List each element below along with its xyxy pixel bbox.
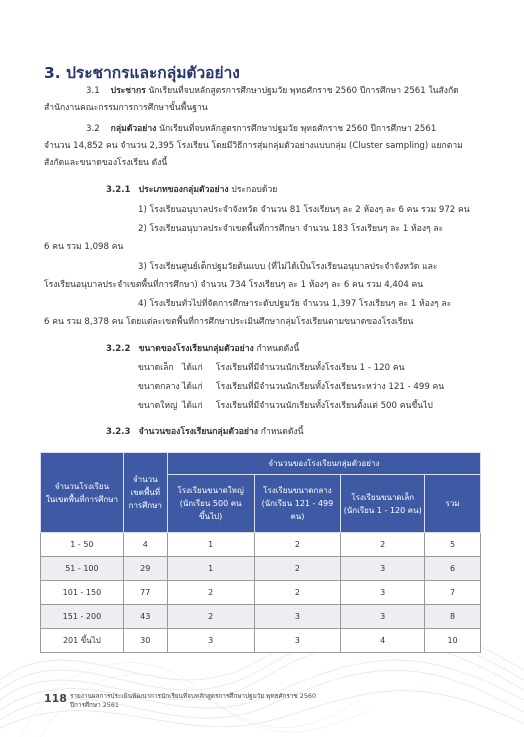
cell-total: 6 xyxy=(425,557,481,581)
cell-count: 29 xyxy=(123,557,167,581)
cell-small: 3 xyxy=(341,605,425,629)
paragraph-3-2 xyxy=(86,124,436,135)
footer-title: รายงานผลการประเมินพัฒนาการนักเรียนที่จบหลักสูตรการศึกษาปฐมวัย พุทธศักราช 2560 xyxy=(70,692,317,700)
cell-large: 2 xyxy=(167,605,254,629)
header-school-range: จำนวนโรงเรียน ในเขตพื้นที่การศึกษา xyxy=(41,453,124,533)
table-row xyxy=(41,581,481,605)
list-item-continued: 6 คน รวม 1,098 คน xyxy=(44,242,124,252)
subsection-title: จำนวนของโรงเรียนกลุ่มตัวอย่าง xyxy=(138,427,258,437)
subsection-3-2-3 xyxy=(106,427,304,438)
term-label: กลุ่มตัวอย่าง xyxy=(110,124,157,134)
cell-medium: 3 xyxy=(254,629,341,653)
size-verb: ได้แก่ xyxy=(182,401,203,411)
cell-total: 7 xyxy=(425,581,481,605)
header-large-school: โรงเรียนขนาดใหญ่ (นักเรียน 500 คน ขึ้นไป) xyxy=(167,475,254,533)
subsection-rest: กำหนดดังนี้ xyxy=(260,427,304,437)
sample-schools-table xyxy=(40,452,481,653)
cell-total: 10 xyxy=(425,629,481,653)
cell-medium: 3 xyxy=(254,605,341,629)
cell-total: 5 xyxy=(425,533,481,557)
subsection-3-2-2 xyxy=(106,344,299,355)
paragraph-text: สังกัดและขนาดของโรงเรียน ดังนี้ xyxy=(44,158,168,168)
size-definition xyxy=(138,382,444,393)
cell-count: 77 xyxy=(123,581,167,605)
header-sample-group: จำนวนของโรงเรียนกลุ่มตัวอย่าง xyxy=(167,453,480,475)
cell-medium: 2 xyxy=(254,533,341,557)
list-item: 4) โรงเรียนทั่วไปที่จัดการศึกษาระดับปฐมวัย จำนวน 1,397 โรงเรียนๆ ละ 1 ห้องๆ ละ xyxy=(138,299,452,309)
table-row xyxy=(41,605,481,629)
table-row xyxy=(41,629,481,653)
cell-large: 1 xyxy=(167,533,254,557)
cell-medium: 2 xyxy=(254,581,341,605)
size-desc: โรงเรียนที่มีจำนวนนักเรียนทั้งโรงเรียนตั้งแต่ 500 คนขึ้นไป xyxy=(216,401,433,411)
header-small-school: โรงเรียนขนาดเล็ก (นักเรียน 1 - 120 คน) xyxy=(341,475,425,533)
cell-small: 2 xyxy=(341,533,425,557)
subsection-rest: ประกอบด้วย xyxy=(231,185,278,195)
table-row xyxy=(41,557,481,581)
section-number: 3.1 xyxy=(86,86,100,96)
size-name: ขนาดกลาง xyxy=(138,382,180,392)
subsection-number: 3.2.3 xyxy=(106,427,131,437)
cell-small: 3 xyxy=(341,581,425,605)
term-label: ประชากร xyxy=(110,86,146,96)
cell-small: 3 xyxy=(341,557,425,581)
paragraph-text: สำนักงานคณะกรรมการการศึกษาขั้นพื้นฐาน xyxy=(44,103,208,113)
list-item: 1) โรงเรียนอนุบาลประจำจังหวัด จำนวน 81 โรงเรียนๆ ละ 2 ห้องๆ ละ 6 คน รวม 972 คน xyxy=(138,205,470,215)
cell-large: 2 xyxy=(167,581,254,605)
cell-total: 8 xyxy=(425,605,481,629)
cell-range: 1 - 50 xyxy=(41,533,124,557)
page-number: 118 xyxy=(44,692,67,705)
paragraph-text: จำนวน 14,852 คน จำนวน 2,395 โรงเรียน โดยมีวิธีการสุ่มกลุ่มตัวอย่างแบบกลุ่ม (Cluster sampling) แยกตาม xyxy=(44,141,463,151)
size-desc: โรงเรียนที่มีจำนวนนักเรียนทั้งโรงเรียนระหว่าง 121 - 499 คน xyxy=(216,382,445,392)
size-verb: ได้แก่ xyxy=(182,382,203,392)
cell-small: 4 xyxy=(341,629,425,653)
table-row xyxy=(41,533,481,557)
header-area-count: จำนวน เขตพื้นที่ การศึกษา xyxy=(123,453,167,533)
size-definition xyxy=(138,401,433,412)
list-item: 3) โรงเรียนศูนย์เด็กปฐมวัยต้นแบบ (ที่ไม่ได้เป็นโรงเรียนอนุบาลประจำจังหวัด และ xyxy=(138,262,438,272)
size-name: ขนาดใหญ่ xyxy=(138,401,178,411)
cell-range: 201 ขึ้นไป xyxy=(41,629,124,653)
subsection-3-2-1 xyxy=(106,185,277,196)
paragraph-text: นักเรียนที่จบหลักสูตรการศึกษาปฐมวัย พุทธศักราช 2560 ปีการศึกษา 2561 xyxy=(159,124,437,134)
cell-range: 101 - 150 xyxy=(41,581,124,605)
subsection-number: 3.2.2 xyxy=(106,344,131,354)
cell-range: 51 - 100 xyxy=(41,557,124,581)
cell-count: 30 xyxy=(123,629,167,653)
list-item-continued: โรงเรียนอนุบาลประจำเขตพื้นที่การศึกษา) จำนวน 734 โรงเรียนๆ ละ 1 ห้องๆ ละ 6 คน รวม 4,404 คน xyxy=(44,280,424,290)
size-name: ขนาดเล็ก xyxy=(138,363,174,373)
size-verb: ได้แก่ xyxy=(182,363,203,373)
cell-count: 4 xyxy=(123,533,167,557)
cell-large: 1 xyxy=(167,557,254,581)
section-number: 3.2 xyxy=(86,124,100,134)
subsection-title: ประเภทของกลุ่มตัวอย่าง xyxy=(138,185,229,195)
size-definition xyxy=(138,363,404,374)
subsection-rest: กำหนดดังนี้ xyxy=(256,344,300,354)
list-item: 2) โรงเรียนอนุบาลประจำเขตพื้นที่การศึกษา จำนวน 183 โรงเรียนๆ ละ 1 ห้องๆ ละ xyxy=(138,224,444,234)
header-total: รวม xyxy=(425,475,481,533)
subsection-title: ขนาดของโรงเรียนกลุ่มตัวอย่าง xyxy=(138,344,254,354)
cell-range: 151 - 200 xyxy=(41,605,124,629)
paragraph-text: นักเรียนที่จบหลักสูตรการศึกษาปฐมวัย พุทธศักราช 2560 ปีการศึกษา 2561 ในสังกัด xyxy=(148,86,459,96)
section-heading: 3. ประชากรและกลุ่มตัวอย่าง xyxy=(44,64,240,82)
footer-year: ปีการศึกษา 2561 xyxy=(70,701,119,709)
cell-count: 43 xyxy=(123,605,167,629)
cell-medium: 2 xyxy=(254,557,341,581)
header-medium-school: โรงเรียนขนาดกลาง (นักเรียน 121 - 499 คน) xyxy=(254,475,341,533)
size-desc: โรงเรียนที่มีจำนวนนักเรียนทั้งโรงเรียน 1 - 120 คน xyxy=(216,363,405,373)
cell-large: 3 xyxy=(167,629,254,653)
subsection-number: 3.2.1 xyxy=(106,185,131,195)
list-item-continued: 6 คน รวม 8,378 คน โดยแต่ละเขตพื้นที่การศึกษาประเมินศึกษากลุ่มโรงเรียนตามขนาดของโรงเรียน xyxy=(44,317,414,327)
paragraph-3-1 xyxy=(86,86,459,97)
